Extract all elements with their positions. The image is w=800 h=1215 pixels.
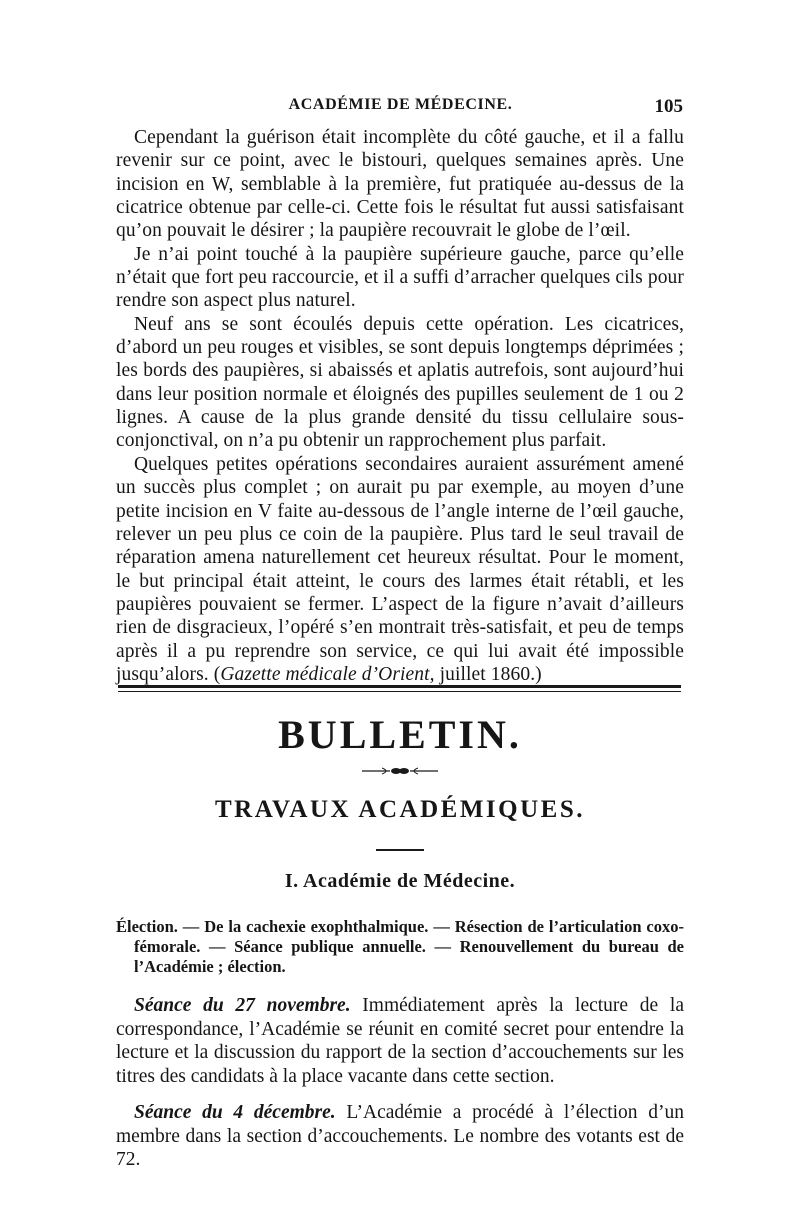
citation-source: Gazette médicale d’Orient, — [220, 663, 435, 685]
citation-date: juillet 1860.) — [434, 663, 542, 685]
subsection-title: I. Académie de Médecine. — [284, 870, 516, 892]
session-date: Séance du 4 décembre. — [134, 1102, 336, 1123]
running-title: ACADÉMIE DE MÉDECINE. — [288, 96, 513, 113]
session-date: Séance du 27 novembre. — [134, 995, 351, 1016]
section-title: TRAVAUX ACADÉMIQUES. — [215, 796, 585, 823]
divider-thin-line — [118, 691, 681, 692]
session-text: Immédiatement après la lecture de la correspondance, l’Académie se réunit en comité secret pour entendre la lecture et la discussion du rapport de la section d’accouchements sur les titres des candidats à la place vacante dans cette section. — [116, 995, 684, 1087]
paragraph-4-text: Quelques petites opérations secondaires auraient assurément amené un succès plus complet ; on aurait pu par exemple, au moyen d’une petite incision en V faite au-dessous de l’angle interne de l’œil gauche, relever un peu plus ce coin de la paupière. Plus tard le seul travail de réparation amena naturellement cet heureux résultat. Pour le moment, le but principal était atteint, le cours des larmes était rétabli, et les paupières pouvaient se fermer. L’aspect de la figure n’avait d’ailleurs rien de disgracieux, l’opéré s’en montrait très-satisfait, et peu de temps après il a pu reprendre son service, ce qui lui avait été impossible jusqu’alors. ( — [116, 453, 684, 685]
paragraph-2: Je n’ai point touché à la paupière supérieure gauche, parce qu’elle n’était que fort peu raccourcie, et il a suffi d’arracher quelques cils pour rendre son aspect plus naturel. — [116, 243, 684, 312]
paragraph-3: Neuf ans se sont écoulés depuis cette opération. Les cicatrices, d’abord un peu rouges et visibles, se sont depuis longtemps déprimées ; les bords des paupières, si abaissés et aplatis autrefois, sont aujourd’hui dans leur position normale et éloignés des pupilles seulement de 1 ou 2 lignes. A cause de la plus grande densité du tissu cellulaire sous-conjonctival, on n’a pu obtenir un rapprochement plus parfait. — [116, 313, 684, 452]
paragraph-1: Cependant la guérison était incomplète du côté gauche, et il a fallu revenir sur ce point, avec le bistouri, quelques semaines après. Une incision en W, semblable à la première, fut pratiquée au-dessus de la cicatrice obtenue par celle-ci. Cette fois le résultat fut aussi satisfaisant qu’on pouvait le désirer ; la paupière recouvrait le globe de l’œil. — [116, 127, 684, 242]
short-divider — [376, 849, 424, 851]
divider-thick-line — [118, 685, 681, 688]
running-head — [118, 96, 683, 122]
session-paragraph — [116, 994, 684, 1088]
article-body — [116, 126, 684, 686]
session-paragraph — [116, 1101, 684, 1172]
paragraph-4 — [116, 453, 684, 686]
page-number: 105 — [654, 96, 683, 117]
session-entry-1 — [116, 994, 684, 1088]
section-divider — [118, 685, 681, 692]
session-text: L’Académie a procédé à l’élection d’un membre dans la section d’accouchements. Le nombre des votants est de 72. — [116, 1102, 684, 1170]
session-summary: Élection. — De la cachexie exophthalmique. — Résection de l’articulation coxo-fémorale. — Séance publique annuelle. — Renouvellement du bureau de l’Académie ; élection. — [116, 917, 684, 976]
bulletin-title: BULLETIN. — [278, 712, 522, 757]
ornament-flourish-icon — [360, 765, 440, 777]
session-entry-2 — [116, 1101, 684, 1172]
